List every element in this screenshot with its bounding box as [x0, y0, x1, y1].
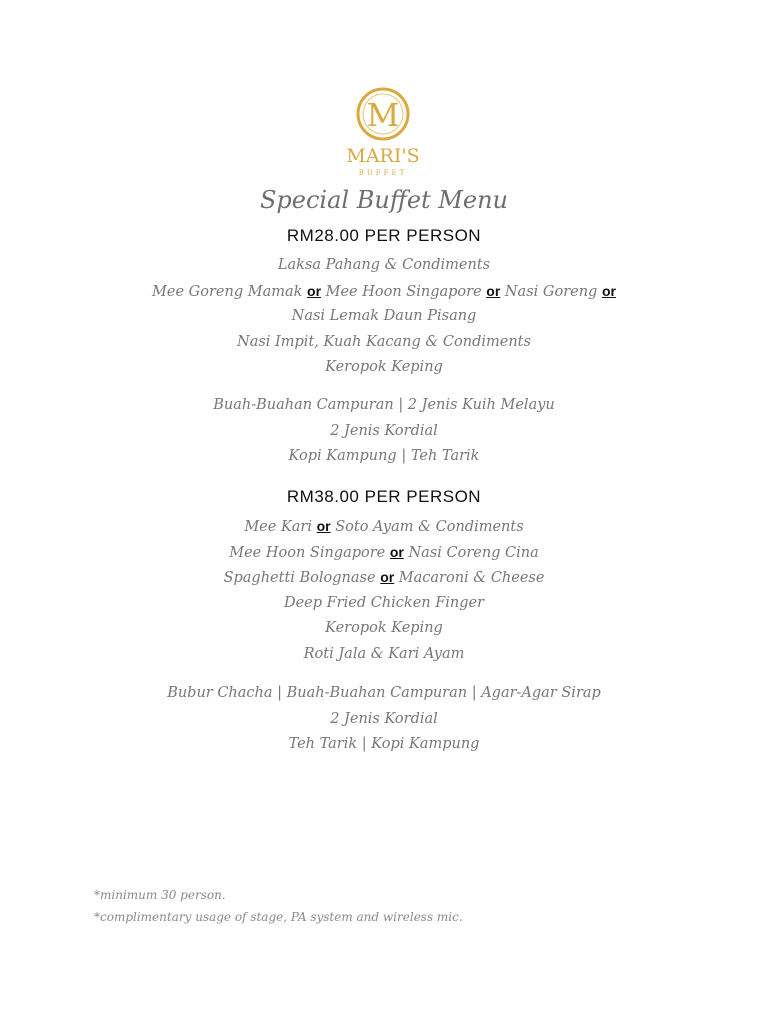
- menu-item: [0, 732, 768, 758]
- menu-item: [0, 540, 768, 566]
- package-2-mains: [0, 514, 768, 668]
- menu-item: [0, 393, 768, 419]
- package-1-mains: [0, 253, 768, 381]
- menu-item: [0, 444, 768, 470]
- menu-item-text: Macaroni & Cheese: [394, 570, 545, 587]
- menu-item: [0, 253, 768, 279]
- menu-item: [0, 514, 768, 540]
- maris-buffet-logo: [335, 84, 431, 180]
- or-separator: or: [307, 282, 322, 299]
- menu-item-text: Keropok Keping: [325, 620, 443, 637]
- package-2-price: RM38.00 PER PERSON: [286, 487, 482, 506]
- footnote-minimum: *minimum 30 person.: [94, 888, 226, 902]
- package-2-extras: [0, 681, 768, 758]
- menu-item: [0, 330, 768, 356]
- menu-item: [0, 565, 768, 591]
- package-1-extras: [0, 393, 768, 470]
- menu-item-text: Nasi Coreng Cina: [403, 544, 539, 561]
- logo-tagline: BUFFET: [358, 169, 408, 177]
- menu-item-text: Keropok Keping: [325, 359, 443, 376]
- menu-item-text: Mee Kari: [244, 519, 317, 535]
- menu-item-text: Mee Hoon Singapore: [229, 544, 390, 561]
- menu-item-text: Laksa Pahang & Condiments: [277, 257, 491, 273]
- menu-item-text: Spaghetti Bolognase: [223, 570, 381, 587]
- menu-item: [0, 279, 768, 305]
- logo-brand-name: MARI'S: [346, 145, 420, 167]
- menu-item-text: Soto Ayam & Condiments: [330, 519, 524, 535]
- menu-item-text: Teh Tarik | Kopi Kampung: [288, 736, 480, 753]
- menu-item-text: Nasi Impit, Kuah Kacang & Condiments: [237, 333, 531, 350]
- menu-item-text: Nasi Lemak Daun Pisang: [291, 308, 477, 325]
- menu-item: [0, 355, 768, 381]
- or-separator: or: [316, 518, 331, 534]
- menu-item-text: Mee Goreng Mamak: [152, 283, 308, 300]
- or-separator: or: [601, 282, 616, 299]
- footnote-complimentary: *complimentary usage of stage, PA system and wireless mic.: [94, 910, 463, 924]
- menu-item: [0, 642, 768, 668]
- menu-item: [0, 304, 768, 330]
- menu-item: [0, 419, 768, 445]
- menu-item: [0, 616, 768, 642]
- menu-item: [0, 681, 768, 707]
- menu-item: [0, 707, 768, 733]
- menu-item: [0, 591, 768, 617]
- menu-item-text: 2 Jenis Kordial: [330, 422, 438, 439]
- menu-item-text: Deep Fried Chicken Finger: [283, 594, 485, 611]
- menu-item-text: Buah-Buahan Campuran | 2 Jenis Kuih Melayu: [213, 397, 555, 413]
- menu-item-text: Mee Hoon Singapore: [321, 283, 487, 300]
- or-separator: or: [389, 543, 404, 560]
- or-separator: or: [486, 282, 501, 299]
- menu-title: Special Buffet Menu: [259, 186, 508, 214]
- menu-item-text: Nasi Goreng: [500, 283, 602, 300]
- menu-item-text: 2 Jenis Kordial: [330, 710, 438, 727]
- menu-item-text: Kopi Kampung | Teh Tarik: [288, 448, 480, 465]
- menu-item-text: Roti Jala & Kari Ayam: [303, 645, 465, 662]
- menu-item-text: Bubur Chacha | Buah-Buahan Campuran | Agar-Agar Sirap: [167, 685, 601, 701]
- logo-monogram: M: [366, 96, 400, 134]
- footnotes: [94, 884, 463, 928]
- package-1-price: RM28.00 PER PERSON: [286, 226, 482, 245]
- or-separator: or: [380, 569, 395, 586]
